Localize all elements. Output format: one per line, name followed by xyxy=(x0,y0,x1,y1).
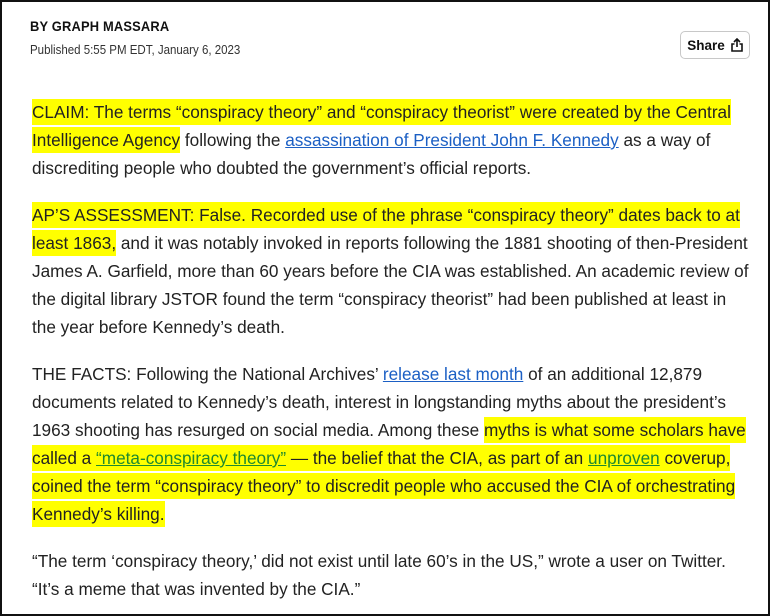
claim-text-2: as a way of discrediting people who doubted the government’s official reports. xyxy=(32,130,711,178)
facts-highlight-link-2 xyxy=(588,445,660,471)
facts-highlight-link xyxy=(96,445,286,471)
facts-paragraph xyxy=(32,360,752,528)
facts-text-2: of an additional 12,879 documents related to Kennedy’s death, interest in longstanding myths about the president’s 1963 shooting has resurged on social media. Among these xyxy=(32,364,726,440)
share-label: Share xyxy=(687,37,725,53)
unproven-link[interactable]: unproven xyxy=(588,448,660,468)
quote-paragraph: “The term ‘conspiracy theory,’ did not exist until late 60’s in the US,” wrote a user on Twitter. “It’s a meme that was invented by the CIA.” xyxy=(32,551,726,599)
release-link[interactable]: release last month xyxy=(382,364,524,384)
published-timestamp: Published 5:55 PM EDT, January 6, 2023 xyxy=(30,43,241,57)
assessment-highlight: AP’S ASSESSMENT: False. Recorded use of the phrase “conspiracy theory” dates back to at least 1863, xyxy=(32,202,740,256)
assassination-link[interactable]: assassination of President John F. Kennedy xyxy=(285,130,619,150)
facts-highlight-3: coverup, coined the term “conspiracy theory” to discredit people who accused the CIA of orchestrating Kennedy’s killing. xyxy=(32,445,735,527)
article-body xyxy=(32,98,752,616)
assessment-text: and it was notably invoked in reports following the 1881 shooting of then-President James A. Garfield, more than 60 years before the CIA was established. An academic review of the digital library JSTOR found the term “conspiracy theorist” had been published at least in the year before Kennedy’s death. xyxy=(32,233,749,337)
facts-highlight-2: — the belief that the CIA, as part of an xyxy=(286,445,588,471)
facts-highlight-1: myths is what some scholars have called a xyxy=(32,417,746,471)
share-button[interactable] xyxy=(680,31,750,59)
byline: BY GRAPH MASSARA xyxy=(30,18,170,34)
meta-conspiracy-link[interactable]: “meta-conspiracy theory” xyxy=(96,448,287,468)
facts-text-1: THE FACTS: Following the National Archives’ xyxy=(32,364,383,384)
share-icon xyxy=(731,38,743,52)
assessment-paragraph xyxy=(32,201,752,341)
claim-highlight: CLAIM: The terms “conspiracy theory” and “conspiracy theorist” were created by the Central Intelligence Agency xyxy=(32,99,731,153)
claim-paragraph xyxy=(32,98,752,182)
claim-text-1: following the xyxy=(180,130,286,150)
